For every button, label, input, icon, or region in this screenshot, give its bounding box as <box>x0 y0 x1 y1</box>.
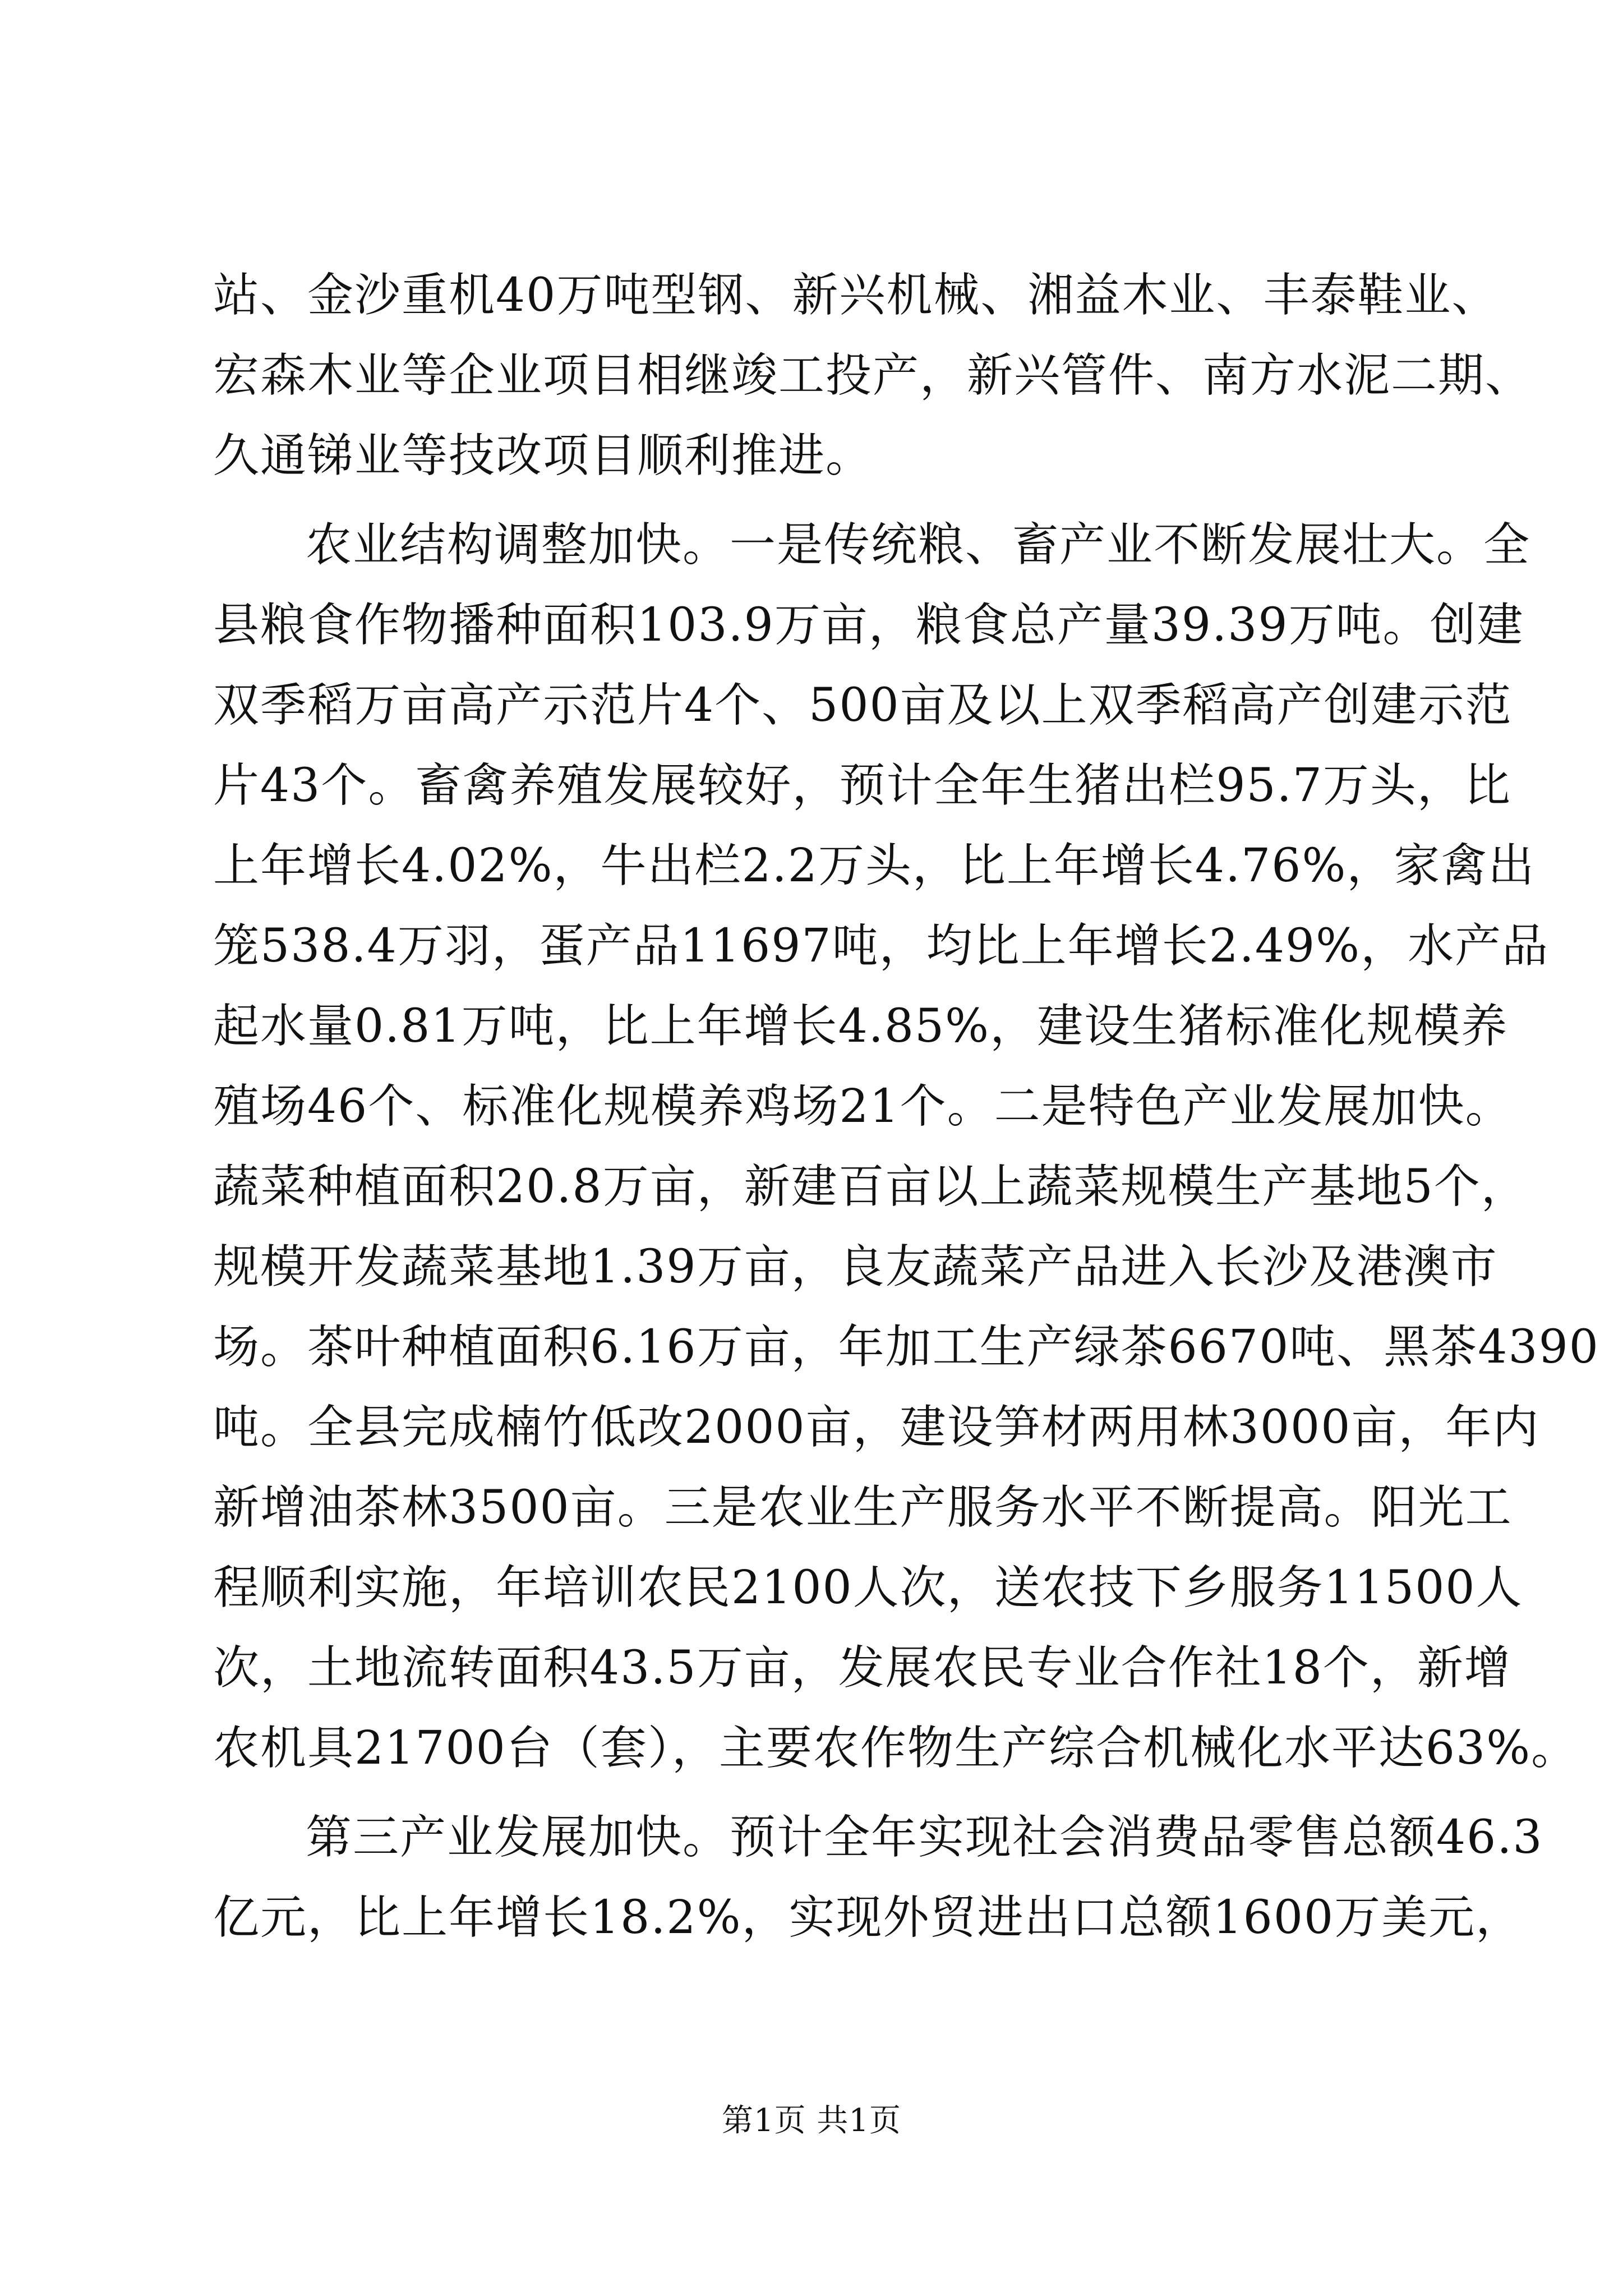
text-line: 次，土地流转面积43.5万亩，发展农民专业合作社18个，新增 <box>213 1641 1511 1695</box>
text-line: 农机具21700台（套），主要农作物生产综合机械化水平达63%。 <box>213 1722 1579 1775</box>
page-number: 第1页 共1页 <box>721 2102 902 2139</box>
text-line: 久通锑业等技改项目顺利推进。 <box>213 429 873 482</box>
text-line: 起水量0.81万吨，比上年增长4.85%，建设生猪标准化规模养 <box>213 1000 1509 1053</box>
text-line: 笼538.4万羽，蛋产品11697吨，均比上年增长2.49%，水产品 <box>213 919 1550 973</box>
text-line: 程顺利实施，年培训农民2100人次，送农技下乡服务11500人 <box>213 1561 1523 1614</box>
paragraph-gap <box>213 1788 1413 1797</box>
text-line: 亿元，比上年增长18.2%，实现外贸进出口总额1600万美元， <box>213 1891 1523 1944</box>
text-line: 吨。全县完成楠竹低改2000亩，建设笋材两用林3000亩，年内 <box>213 1401 1540 1454</box>
page-footer <box>0 2101 1623 2141</box>
text-line: 宏森木业等企业项目相继竣工投产，新兴管件、南方水泥二期、 <box>213 349 1533 402</box>
text-line: 场。茶叶种植面积6.16万亩，年加工生产绿茶6670吨、黑茶4390 <box>213 1320 1599 1374</box>
text-line: 县粮食作物播种面积103.9万亩，粮食总产量39.39万吨。创建 <box>213 599 1524 652</box>
text-line: 双季稻万亩高产示范片4个、500亩及以上双季稻高产创建示范 <box>213 679 1513 732</box>
paragraph-2 <box>213 505 1599 1788</box>
paragraph-3 <box>213 1797 1543 1958</box>
text-line: 新增油茶林3500亩。三是农业生产服务水平不断提高。阳光工 <box>213 1481 1513 1534</box>
text-line: 规模开发蔬菜基地1.39万亩，良友蔬菜产品进入长沙及港澳市 <box>213 1240 1498 1294</box>
paragraph-gap <box>213 496 1413 505</box>
text-line: 上年增长4.02%，牛出栏2.2万头，比上年增长4.76%，家禽出 <box>213 839 1536 892</box>
text-line: 农业结构调整加快。一是传统粮、畜产业不断发展壮大。全 <box>306 518 1531 572</box>
text-line: 第三产业发展加快。预计全年实现社会消费品零售总额46.3 <box>306 1811 1543 1864</box>
body-text <box>213 255 1599 1958</box>
paragraph-1 <box>213 255 1533 496</box>
text-line: 蔬菜种植面积20.8万亩，新建百亩以上蔬菜规模生产基地5个， <box>213 1160 1528 1213</box>
text-line: 殖场46个、标准化规模养鸡场21个。二是特色产业发展加快。 <box>213 1080 1513 1133</box>
text-line: 片43个。畜禽养殖发展较好，预计全年生猪出栏95.7万头，比 <box>213 759 1511 812</box>
text-line: 站、金沙重机40万吨型钢、新兴机械、湘益木业、丰泰鞋业、 <box>213 269 1499 322</box>
